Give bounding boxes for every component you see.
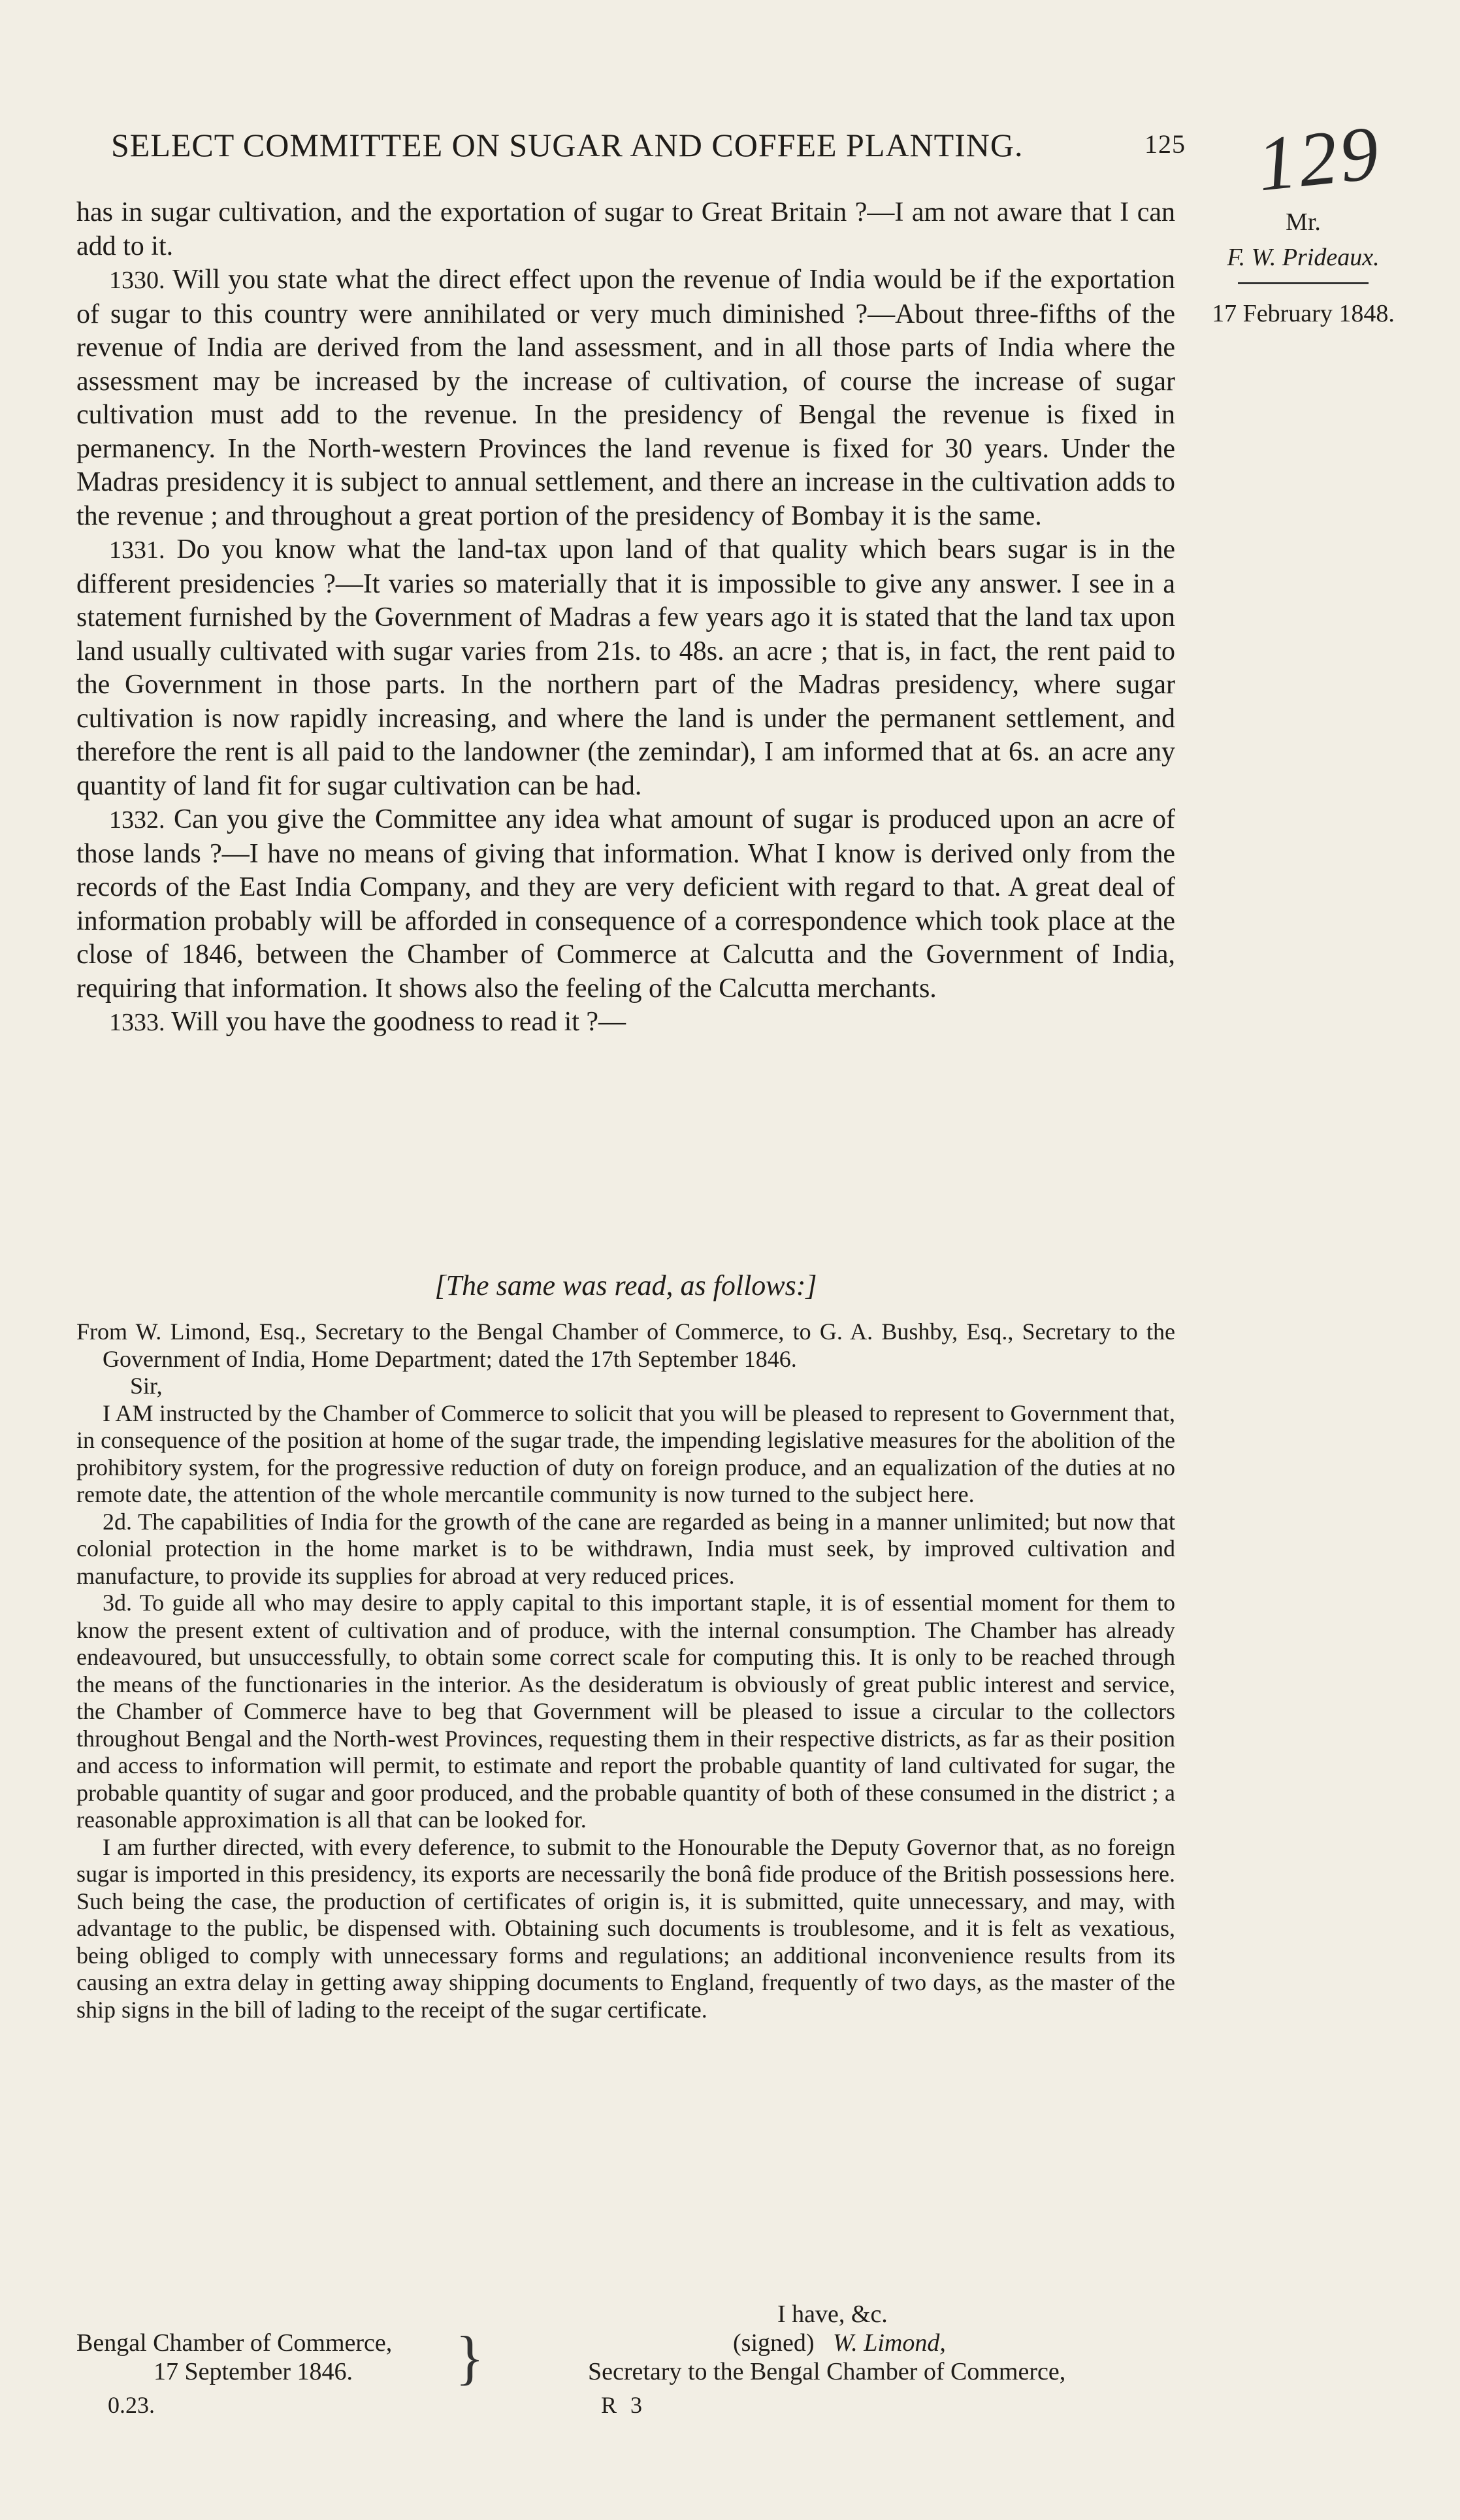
letter-salutation: Sir, bbox=[130, 1373, 163, 1399]
signature-mark: R 3 bbox=[601, 2392, 647, 2418]
letter-paragraph: I AM instructed by the Chamber of Commerce to solicit that you will be pleased to represent to Government that, in consequence of the position at home of the sugar trade, the impending legislative measures for the abolition of the prohibitory system, for the progressive reduction of duty on foreign produce, and an equalization of the duties at no remote date, the attention of the whole mercantile community is now turned to the subject here. bbox=[76, 1399, 1175, 1507]
handwritten-folio-number: 129 bbox=[1253, 109, 1386, 208]
paragraph-text: Will you state what the direct effect upon the revenue of India would be if the exportation of sugar to this country were annihilated or very much diminished ?—About three-fifths of the revenue of India are derived from the land assessment, and in all those parts of India where the assessment may be increased by the increase of cultivation, of course the increase of sugar cultivation must add to the revenue. In the presidency of Bengal the revenue is fixed in permanency. In the North-western Provinces the land revenue is fixed for 30 years. Under the Madras presidency it is subject to annual settlement, and there an increase in the cultivation adds to the revenue ; and throughout a great portion of the presidency of Bombay it is the same. bbox=[76, 265, 1175, 531]
page-number: 125 bbox=[1144, 129, 1186, 159]
paragraph bbox=[76, 263, 1175, 533]
paragraph-text: Do you know what the land-tax upon land of that quality which bears sugar is in the different presidencies ?—It varies so materially that it is impossible to give any answer. I see in a statement furnished by the Government of Madras a few years ago it is stated that the land tax upon land usually cultivated with sugar varies from 21s. to 48s. an acre ; that is, in fact, the rent paid to the Government in those parts. In the northern part of the Madras presidency, where sugar cultivation is now rapidly increasing, and where the land is under the permanent settlement, and therefore the rent is all paid to the landowner (the zemindar), I am informed that at 6s. an acre any quantity of land fit for sugar cultivation can be had. bbox=[76, 534, 1176, 801]
margin-rule bbox=[1238, 282, 1369, 284]
letter-body bbox=[76, 1318, 1175, 2023]
read-heading: [The same was read, as follows:] bbox=[434, 1269, 817, 1301]
signed-label: (signed) bbox=[733, 2329, 815, 2357]
margin-date: 17 February 1848. bbox=[1212, 300, 1395, 327]
question-number: 1331. bbox=[109, 536, 165, 564]
paragraph-text: Can you give the Committee any idea what amount of sugar is produced upon an acre of those lands ?—I have no means of giving that information. What I know is derived only from the records of the East India Company, and they are very deficient with regard to that. A great deal of information probably will be afforded in consequence of a correspondence which took place at the close of 1846, between the Chamber of Commerce at Calcutta and the Government of India, requiring that information. It shows also the feeling of the Calcutta merchants. bbox=[76, 804, 1175, 1004]
letter-paragraph: I am further directed, with every deference, to submit to the Honourable the Deputy Governor that, as no foreign sugar is imported in this presidency, its exports are necessarily the bonâ fide produce of the British possessions here. Such being the case, the production of certificates of origin is, it is submitted, quite unnecessary, and may, with advantage to the public, be dispensed with. Obtaining such documents is troublesome, and it is felt as vexatious, being obliged to comply with unnecessary forms and regulations; an additional inconvenience results from its causing an extra delay in getting away shipping documents to England, frequently of two days, as the master of the ship signs in the bill of lading to the receipt of the sugar certificate. bbox=[76, 1833, 1175, 2023]
brace-glyph: } bbox=[455, 2324, 485, 2391]
question-number: 1332. bbox=[109, 806, 165, 834]
paragraph-text: Will you have the goodness to read it ?— bbox=[171, 1007, 626, 1037]
running-header bbox=[111, 126, 1186, 164]
sheet-number: 0.23. bbox=[108, 2392, 155, 2418]
paragraph bbox=[76, 533, 1175, 803]
letter-paragraph: 3d. To guide all who may desire to apply capital to this important staple, it is of essential moment for them to know the present extent of cultivation and of produce, with the internal consumption. The Chamber has already endeavoured, but unsuccessfully, to obtain some correct scale for computing this. It is only to be reached through the means of the functionaries in the interior. As the desideratum is obviously of great public interest and service, the Chamber of Commerce have to beg that Government will be pleased to issue a circular to the collectors throughout Bengal and the North-west Provinces, requesting them in their respective districts, as far as their position and access to information will permit, to estimate and report the probable quantity of land cultivated for sugar, the probable quantity of sugar and goor produced, and the probable quantity of both of these consumed in the district ; a reasonable approximation is all that can be looked for. bbox=[76, 1590, 1175, 1833]
letter-paragraph: 2d. The capabilities of India for the growth of the cane are regarded as being in a manner unlimited; but now that colonial protection in the home market is to be withdrawn, India must seek, by improved cultivation and manufacture, to provide its supplies for abroad at very reduced prices. bbox=[76, 1508, 1175, 1589]
running-title: SELECT COMMITTEE ON SUGAR AND COFFEE PLANTING. bbox=[111, 127, 1024, 163]
paragraph bbox=[76, 803, 1175, 1006]
question-number: 1333. bbox=[109, 1009, 165, 1036]
letter-place: Bengal Chamber of Commerce, bbox=[76, 2329, 393, 2357]
letter-from-line: From W. Limond, Esq., Secretary to the Bengal Chamber of Commerce, to G. A. Bushby, Esq., Secretary to the Government of India, Home Department; dated the 17th September 1846. bbox=[76, 1318, 1175, 1372]
letter-signer-line bbox=[588, 2329, 1176, 2357]
signer-title: Secretary to the Bengal Chamber of Commerce, bbox=[588, 2358, 1066, 2385]
letter-closing: I have, &c. bbox=[777, 2300, 888, 2328]
paragraph bbox=[76, 196, 1175, 263]
question-number: 1330. bbox=[109, 267, 165, 294]
testimony-text bbox=[76, 196, 1175, 1040]
paragraph-text: has in sugar cultivation, and the exportation of sugar to Great Britain ?—I am not aware that I can add to it. bbox=[76, 197, 1175, 261]
signer-name: W. Limond, bbox=[833, 2329, 946, 2357]
margin-witness-title: Mr. bbox=[1286, 208, 1321, 236]
letter-signature-block bbox=[588, 2300, 1176, 2386]
letter-date: 17 September 1846. bbox=[154, 2358, 353, 2385]
margin-witness-name: F. W. Prideaux. bbox=[1227, 244, 1380, 271]
paragraph bbox=[76, 1006, 1175, 1040]
